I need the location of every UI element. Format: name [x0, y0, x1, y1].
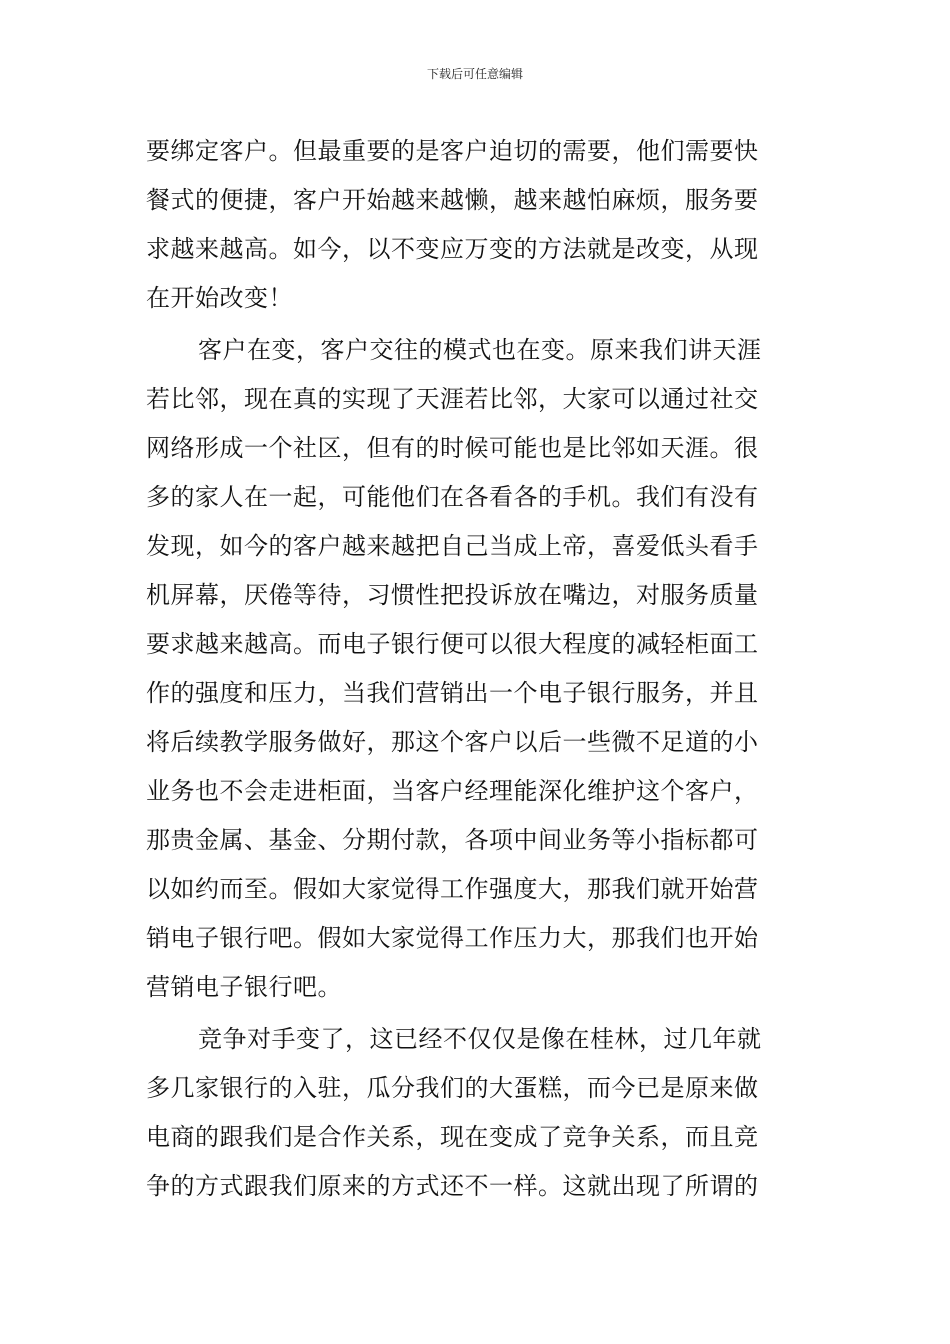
paragraph-2-line-11: 那贵金属、基金、分期付款，各项中间业务等小指标都可: [146, 826, 759, 854]
paragraph-2-line-14: 营销电子银行吧。: [146, 973, 342, 1001]
page-header-note: 下载后可任意编辑: [426, 67, 523, 81]
paragraph-2-line-1: 客户在变，客户交往的模式也在变。原来我们讲天涯: [198, 336, 762, 364]
paragraph-3-line-1: 竞争对手变了，这已经不仅仅是像在桂林，过几年就: [198, 1025, 762, 1053]
paragraph-2-line-2: 若比邻，现在真的实现了天涯若比邻，大家可以通过社交: [146, 385, 759, 413]
paragraph-2-line-12: 以如约而至。假如大家觉得工作强度大，那我们就开始营: [146, 875, 759, 903]
paragraph-2-line-6: 机屏幕，厌倦等待，习惯性把投诉放在嘴边，对服务质量: [146, 581, 759, 609]
paragraph-2-line-10: 业务也不会走进柜面，当客户经理能深化维护这个客户，: [146, 777, 759, 805]
paragraph-1-line-3: 求越来越高。如今，以不变应万变的方法就是改变，从现: [146, 235, 759, 263]
paragraph-2-line-9: 将后续教学服务做好，那这个客户以后一些微不足道的小: [146, 728, 759, 756]
paragraph-2-line-13: 销电子银行吧。假如大家觉得工作压力大，那我们也开始: [146, 924, 759, 952]
paragraph-2-line-4: 多的家人在一起，可能他们在各看各的手机。我们有没有: [146, 483, 759, 511]
paragraph-2-line-7: 要求越来越高。而电子银行便可以很大程度的减轻柜面工: [146, 630, 759, 658]
paragraph-1-line-4: 在开始改变！: [146, 284, 293, 312]
paragraph-2-line-3: 网络形成一个社区，但有的时候可能也是比邻如天涯。很: [146, 434, 759, 462]
paragraph-3-line-3: 电商的跟我们是合作关系，现在变成了竞争关系，而且竞: [146, 1123, 759, 1151]
paragraph-2-line-8: 作的强度和压力，当我们营销出一个电子银行服务，并且: [146, 679, 759, 707]
paragraph-1-line-2: 餐式的便捷，客户开始越来越懒，越来越怕麻烦，服务要: [146, 186, 759, 214]
paragraph-2-line-5: 发现，如今的客户越来越把自己当成上帝，喜爱低头看手: [146, 532, 759, 560]
paragraph-1-line-1: 要绑定客户。但最重要的是客户迫切的需要，他们需要快: [146, 137, 759, 165]
paragraph-3-line-2: 多几家银行的入驻，瓜分我们的大蛋糕，而今已是原来做: [146, 1074, 759, 1102]
paragraph-3-line-4: 争的方式跟我们原来的方式还不一样。这就出现了所谓的: [146, 1172, 759, 1200]
